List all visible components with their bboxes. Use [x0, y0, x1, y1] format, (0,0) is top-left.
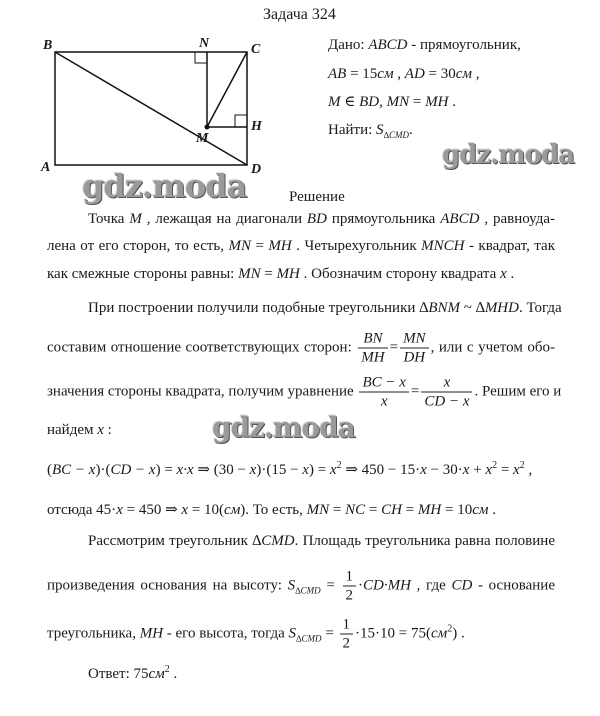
text-segment: ). То есть, — [240, 502, 307, 518]
text-segment: , — [393, 66, 405, 82]
math-variable: MH — [417, 502, 442, 518]
text-segment: ) . — [452, 625, 465, 642]
math-superscript: 2 — [164, 664, 170, 675]
text-segment: = 15 — [346, 66, 378, 82]
text-segment: ) = — [308, 462, 330, 478]
math-variable: S — [287, 577, 296, 594]
text-segment: . Решим его и — [474, 383, 562, 400]
text-line — [88, 531, 555, 551]
text-segment: . — [169, 666, 178, 682]
math-variable: x — [420, 462, 427, 478]
text-segment: = — [329, 502, 346, 518]
text-segment: )·( — [95, 462, 111, 478]
math-subscript: ∆CMD — [295, 585, 321, 596]
text-segment: , лежащая на диагонали — [141, 211, 307, 227]
text-segment: Найти: — [328, 122, 377, 138]
fraction-numerator: MN — [400, 330, 429, 349]
math-superscript: 2 — [336, 460, 342, 471]
text-segment: При построении получили подобные треугольники — [88, 300, 420, 316]
math-variable: S — [376, 122, 384, 138]
text-segment: . — [409, 122, 413, 138]
equation-line — [47, 460, 555, 480]
math-variable: MH — [268, 238, 292, 254]
text-segment: = — [365, 502, 382, 518]
math-variable: см — [455, 66, 472, 82]
math-variable: NC — [345, 502, 366, 518]
text-line — [47, 616, 555, 653]
math-variable: CMD — [261, 533, 295, 549]
text-segment: значения стороны квадрата, получим уравнение — [47, 383, 358, 400]
given-line — [328, 64, 479, 84]
math-variable: AD — [404, 66, 425, 82]
math-variable: MN — [228, 238, 251, 254]
find-line — [328, 120, 413, 140]
text-segment: ∈ — [340, 94, 360, 110]
text-line — [47, 264, 555, 284]
fraction-numerator: BN — [358, 330, 387, 349]
text-segment: , равноуда- — [479, 211, 555, 227]
label-d: D — [251, 162, 262, 177]
math-variable: MN — [386, 94, 410, 110]
math-variable: x — [302, 462, 309, 478]
fraction-denominator: 2 — [345, 587, 353, 604]
math-variable: ABCD — [440, 211, 480, 227]
math-variable: x — [462, 462, 470, 478]
math-variable: MH — [276, 266, 300, 282]
fraction-denominator: DH — [403, 349, 426, 366]
fraction-denominator: x — [380, 393, 388, 410]
math-variable: см — [472, 502, 489, 518]
math-variable: см — [377, 66, 394, 82]
math-variable: x — [97, 422, 104, 438]
point-m — [205, 125, 210, 130]
math-variable: MN — [306, 502, 330, 518]
fraction — [359, 374, 408, 411]
math-variable: x — [249, 462, 257, 478]
text-segment: отсюда 45· — [47, 502, 117, 518]
text-line — [47, 374, 561, 411]
text-segment: = — [497, 462, 514, 478]
right-angle-h-icon — [235, 115, 247, 127]
segment-mc — [207, 52, 247, 127]
text-segment: = — [401, 502, 418, 518]
fraction — [343, 568, 357, 605]
text-line — [47, 330, 555, 367]
text-segment: Ответ: 75 — [88, 666, 149, 682]
text-segment: , — [471, 66, 480, 82]
text-segment: , или с учетом обо- — [430, 339, 555, 356]
text-segment: )·(15 − — [256, 462, 303, 478]
text-segment: = — [251, 238, 269, 254]
text-segment: ⇒ (30 − — [193, 462, 250, 478]
text-segment: = — [410, 383, 420, 400]
text-line — [47, 236, 555, 256]
text-segment: найдем — [47, 422, 98, 438]
diagonal-bd — [55, 52, 247, 165]
fraction — [400, 330, 429, 367]
math-variable: MN — [238, 266, 261, 282]
math-variable: AB — [328, 66, 347, 82]
math-variable: M — [129, 211, 142, 227]
math-variable: см — [430, 625, 448, 642]
problem-title: Задача 324 — [263, 6, 336, 23]
fraction-numerator: 1 — [340, 616, 354, 635]
label-n: N — [199, 36, 210, 51]
math-subscript: ∆CMD — [383, 130, 410, 140]
math-subscript: ∆CMD — [296, 633, 322, 644]
text-line — [88, 209, 555, 229]
math-variable: x — [500, 266, 507, 282]
fraction-denominator: CD − x — [424, 393, 470, 410]
label-h: H — [251, 119, 262, 134]
text-segment: . Площадь треугольника равна половине — [294, 533, 555, 549]
text-segment: . Обозначим сторону квадрата — [299, 266, 501, 282]
text-segment: ~ ∆ — [460, 300, 485, 316]
math-variable: BNM — [428, 300, 461, 316]
fraction — [340, 616, 354, 653]
watermark: gdz.moda — [442, 140, 575, 170]
math-superscript: 2 — [492, 460, 498, 471]
text-segment: . — [448, 94, 456, 110]
text-line — [47, 420, 555, 440]
text-segment: Точка — [88, 211, 130, 227]
math-variable: x — [116, 502, 123, 518]
text-line — [88, 298, 562, 318]
text-segment: . — [488, 502, 496, 518]
math-superscript: 2 — [447, 623, 453, 635]
math-variable: MH — [425, 94, 449, 110]
text-segment: = — [260, 266, 277, 282]
text-segment: ∆ — [419, 300, 429, 316]
watermark: gdz.moda — [212, 411, 355, 444]
given-line — [328, 92, 456, 112]
text-segment: - его высота, тогда — [163, 625, 289, 642]
math-variable: CD — [451, 577, 473, 594]
text-segment: · — [358, 577, 363, 594]
math-variable: M — [328, 94, 341, 110]
text-segment: - основание — [472, 577, 555, 594]
text-segment: ( — [47, 462, 52, 478]
math-variable: см — [224, 502, 241, 518]
math-variable: BD — [306, 211, 327, 227]
math-variable: MH — [139, 625, 164, 642]
text-segment: . Четырехугольник — [291, 238, 422, 254]
text-segment: ⇒ 450 − 15· — [341, 462, 421, 478]
text-segment: произведения основания на высоту: — [47, 577, 288, 594]
math-variable: ABCD — [368, 37, 408, 53]
math-variable: MNCH — [421, 238, 465, 254]
math-variable: CH — [381, 502, 402, 518]
fraction-numerator: x — [421, 374, 472, 393]
label-b: B — [43, 38, 53, 53]
given-line — [328, 35, 521, 55]
text-segment: , — [524, 462, 533, 478]
math-variable: x — [485, 462, 493, 478]
math-variable: CD − x — [110, 462, 156, 478]
fraction-numerator: 1 — [343, 568, 357, 587]
fraction — [421, 374, 472, 411]
text-segment: = — [321, 625, 338, 642]
text-segment: , — [379, 94, 387, 110]
fraction-denominator: MH — [361, 349, 385, 366]
text-segment: прямоугольника — [326, 211, 441, 227]
text-segment: = — [389, 339, 399, 356]
text-segment: . Тогда — [518, 300, 562, 316]
text-segment: Рассмотрим треугольник ∆ — [88, 533, 262, 549]
text-segment: лена от его сторон, то есть, — [47, 238, 229, 254]
fraction-denominator: 2 — [342, 635, 351, 652]
fraction — [358, 330, 387, 367]
math-variable: x·x — [176, 462, 194, 478]
text-line — [47, 568, 555, 605]
text-segment: треугольника, — [47, 625, 140, 642]
fraction-numerator: BC − x — [359, 374, 408, 393]
math-superscript: 2 — [519, 460, 525, 471]
math-variable: BD — [359, 94, 380, 110]
text-segment: ·15·10 = 75( — [355, 625, 431, 642]
text-segment: как смежные стороны равны: — [47, 266, 239, 282]
text-line — [47, 500, 555, 520]
text-segment: = 30 — [424, 66, 456, 82]
text-segment: ) = — [155, 462, 177, 478]
text-segment: + — [469, 462, 486, 478]
text-segment: = 10( — [188, 502, 225, 518]
text-segment: = 450 ⇒ — [122, 502, 182, 518]
label-m: M — [196, 131, 209, 146]
text-segment: , где — [410, 577, 452, 594]
math-variable: MHD — [484, 300, 519, 316]
math-variable: x — [329, 462, 337, 478]
watermark: gdz.moda — [82, 167, 247, 205]
label-c: C — [251, 42, 261, 57]
text-segment: . — [506, 266, 515, 282]
text-segment: − 30· — [426, 462, 463, 478]
solution-heading: Решение — [289, 189, 345, 205]
math-variable: см — [148, 666, 165, 682]
text-segment: - квадрат, так — [464, 238, 555, 254]
text-segment: = — [409, 94, 426, 110]
math-variable: CD·MH — [363, 577, 411, 594]
text-segment: Дано: — [328, 37, 369, 53]
text-segment: = — [320, 577, 341, 594]
text-segment: - прямоугольник, — [407, 37, 521, 53]
right-angle-n-icon — [195, 52, 207, 63]
text-segment: = 10 — [441, 502, 473, 518]
math-variable: S — [288, 625, 297, 642]
math-variable: x — [513, 462, 520, 478]
label-a: A — [41, 160, 51, 175]
answer-line — [88, 664, 555, 684]
math-variable: x — [181, 502, 189, 518]
text-segment: : — [103, 422, 112, 438]
text-segment: составим отношение соответствующих сторон: — [47, 339, 357, 356]
math-variable: BC − x — [52, 462, 96, 478]
